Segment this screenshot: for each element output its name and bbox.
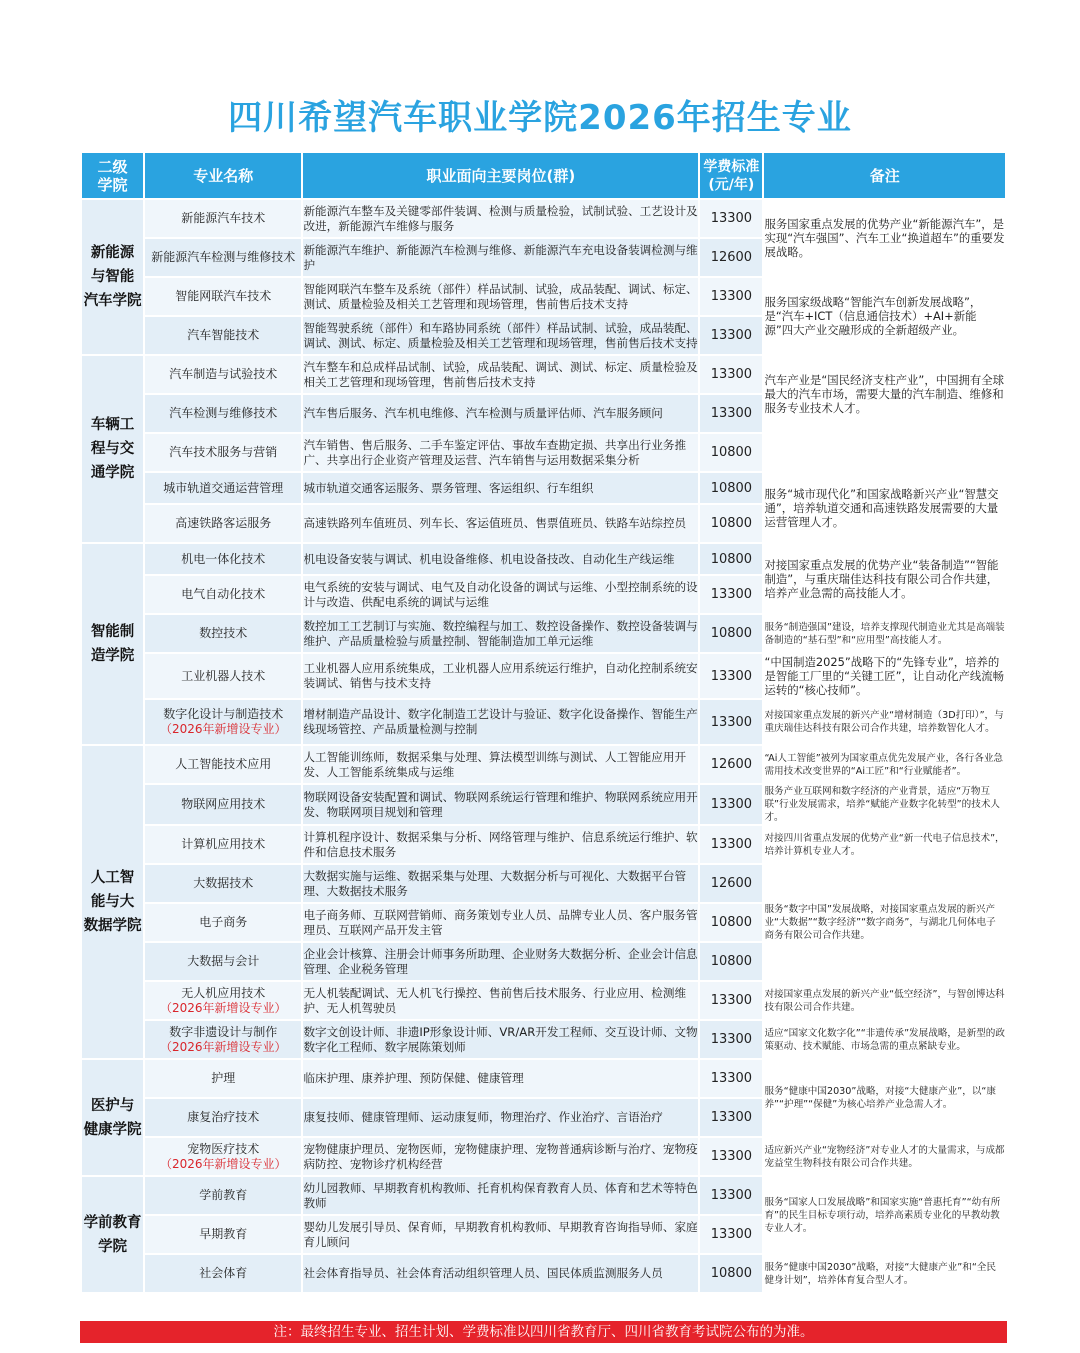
remark <box>764 434 1005 471</box>
remark: 适应“国家文化数字化”“非遗传承”发展战略，是新型的政策驱动、技术赋能、市场急需的重点紧缺专业。 <box>764 1021 1005 1058</box>
remark: 对接国家重点发展的新兴产业“低空经济”，与智创博达科技有限公司合作共建。 <box>764 982 1005 1019</box>
new-major-tag: （2026年新增设专业） <box>160 1039 287 1054</box>
tuition-fee: 13300 <box>700 654 762 698</box>
major-label: 无人机应用技术 <box>181 985 266 1000</box>
job-positions: 电气系统的安装与调试、电气及自动化设备的调试与运维、小型控制系统的设计与改造、供配电系统的调试与运维 <box>303 576 698 613</box>
tuition-fee: 12600 <box>700 239 762 276</box>
major-label: 大数据与会计 <box>187 954 260 968</box>
major-name <box>145 239 301 276</box>
job-positions: 新能源汽车整车及关键零部件装调、检测与质量检验，试制试验、工艺设计及改进，新能源汽车维修与服务 <box>303 200 698 237</box>
major-name <box>145 746 301 783</box>
job-positions: 无人机装配调试、无人机飞行操控、售前售后技术服务、行业应用、检测维护、无人机驾驶员 <box>303 982 698 1019</box>
job-positions: 大数据实施与运维、数据采集与处理、大数据分析与可视化、大数据平台管理、大数据技术服务 <box>303 865 698 902</box>
job-positions: 工业机器人应用系统集成，工业机器人应用系统运行维护，自动化控制系统安装调试、销售与技术支持 <box>303 654 698 698</box>
major-name <box>145 200 301 237</box>
job-positions: 康复技师、健康管理师、运动康复师，物理治疗、作业治疗、言语治疗 <box>303 1099 698 1136</box>
major-name <box>145 395 301 432</box>
remark: 服务产业互联网和数字经济的产业背景，适应“万物互联”行业发展需求，培养“赋能产业数字化转型”的技术人才。 <box>764 785 1005 824</box>
table-row <box>82 1177 1005 1214</box>
remark: 对接国家重点发展的新兴产业“增材制造（3D打印）”，与重庆瑞佳达科技有限公司合作共建，培养数智化人才。 <box>764 700 1005 744</box>
table-row <box>82 356 1005 393</box>
tuition-fee: 13300 <box>700 982 762 1019</box>
job-positions: 企业会计核算、注册会计师事务所助理、企业财务大数据分析、企业会计信息管理、企业税务管理 <box>303 943 698 980</box>
header-major: 专业名称 <box>145 153 301 198</box>
major-label: 学前教育 <box>199 1188 248 1202</box>
job-positions: 幼儿园教师、早期教育机构教师、托育机构保育教育人员、体育和艺术等特色教师 <box>303 1177 698 1214</box>
header-college: 二级 学院 <box>82 153 143 198</box>
job-positions: 新能源汽车维护、新能源汽车检测与维修、新能源汽车充电设备装调检测与维护 <box>303 239 698 276</box>
major-label: 新能源汽车技术 <box>181 211 266 225</box>
tuition-fee: 13300 <box>700 1060 762 1097</box>
tuition-fee: 13300 <box>700 700 762 744</box>
tuition-fee: 13300 <box>700 356 762 393</box>
remark: 服务“国家人口发展战略”和国家实施“普惠托育”“幼有所育”的民生目标专项行动，培养高素质专业化的早教幼教专业人才。 <box>764 1177 1005 1253</box>
major-label: 护理 <box>211 1071 236 1085</box>
major-name <box>145 826 301 863</box>
job-positions: 宠物健康护理员、宠物医师，宠物健康护理、宠物普通病诊断与治疗、宠物疫病防控、宠物诊疗机构经营 <box>303 1138 698 1175</box>
major-label: 高速铁路客运服务 <box>175 516 272 530</box>
job-positions: 数字文创设计师、非遗IP形象设计师、VR/AR开发工程师、交互设计师、文物数字化工程师、数字展陈策划师 <box>303 1021 698 1058</box>
major-name <box>145 1099 301 1136</box>
major-label: 新能源汽车检测与维修技术 <box>151 250 296 264</box>
table-row <box>82 1060 1005 1097</box>
job-positions: 电子商务师、互联网营销师、商务策划专业人员、品牌专业人员、客户服务管理员、互联网产品开发主管 <box>303 904 698 941</box>
remark: 对接国家重点发展的优势产业“装备制造”“智能制造”，与重庆瑞佳达科技有限公司合作共建，培养产业急需的高技能人才。 <box>764 544 1005 613</box>
table-row <box>82 615 1005 652</box>
major-label: 汽车检测与维修技术 <box>169 406 278 420</box>
major-label: 宠物医疗技术 <box>187 1141 260 1156</box>
job-positions: 计算机程序设计、数据采集与分析、网络管理与维护、信息系统运行维护、软件和信息技术服务 <box>303 826 698 863</box>
major-label: 智能网联汽车技术 <box>175 289 272 303</box>
major-label: 汽车技术服务与营销 <box>169 445 278 459</box>
tuition-fee: 10800 <box>700 473 762 503</box>
remark: 对接四川省重点发展的优势产业“新一代电子信息技术”，培养计算机专业人才。 <box>764 826 1005 863</box>
college-name: 人工智 能与大 数据学院 <box>82 746 143 1058</box>
table-row <box>82 200 1005 237</box>
major-label: 计算机应用技术 <box>181 837 266 851</box>
job-positions: 人工智能训练师，数据采集与处理、算法模型训练与测试、人工智能应用开发、人工智能系统集成与运维 <box>303 746 698 783</box>
header-fee: 学费标准 (元/年) <box>700 153 762 198</box>
college-name: 智能制 造学院 <box>82 544 143 744</box>
table-row <box>82 473 1005 503</box>
major-name <box>145 654 301 698</box>
table-header-row <box>82 153 1005 198</box>
major-label: 汽车制造与试验技术 <box>169 367 278 381</box>
footer-note: 注：最终招生专业、招生计划、学费标准以四川省教育厅、四川省教育考试院公布的为准。 <box>80 1321 1007 1343</box>
job-positions: 汽车销售、售后服务、二手车鉴定评估、事故车查勘定损、共享出行业务推广、共享出行企业资产管理及运营、汽车销售与运用数据采集分析 <box>303 434 698 471</box>
job-positions: 数控加工工艺制订与实施、数控编程与加工、数控设备操作、数控设备装调与维护、产品质量检验与质量控制、智能制造加工单元运维 <box>303 615 698 652</box>
new-major-tag: （2026年新增设专业） <box>160 1000 287 1015</box>
tuition-fee: 10800 <box>700 1255 762 1292</box>
remark: 服务国家级战略“智能汽车创新发展战略”，是“汽车+ICT（信息通信技术）+AI+新能源”四大产业交融形成的全新超级产业。 <box>764 278 1005 354</box>
remark: 服务“健康中国2030”战略，对接“大健康产业”，以“康养”“护理”“保健”为核心培养产业急需人才。 <box>764 1060 1005 1136</box>
tuition-fee: 13300 <box>700 785 762 824</box>
major-label: 城市轨道交通运营管理 <box>163 480 284 495</box>
job-positions: 社会体育指导员、社会体育活动组织管理人员、国民体质监测服务人员 <box>303 1255 698 1292</box>
page-title: 四川希望汽车职业学院2026年招生专业 <box>228 98 852 138</box>
job-positions: 婴幼儿发展引导员、保育师，早期教育机构教师、早期教育咨询指导师、家庭育儿顾问 <box>303 1216 698 1253</box>
major-label: 数控技术 <box>199 626 248 640</box>
tuition-fee: 10800 <box>700 434 762 471</box>
job-positions: 机电设备安装与调试、机电设备维修、机电设备技改、自动化生产线运维 <box>303 544 698 574</box>
major-name <box>145 1138 301 1175</box>
tuition-fee: 13300 <box>700 1021 762 1058</box>
table-row <box>82 1255 1005 1292</box>
tuition-fee: 13300 <box>700 395 762 432</box>
remark: 服务“健康中国2030”战略，对接“大健康产业”和“全民健身计划”，培养体育复合型人才。 <box>764 1255 1005 1292</box>
major-label: 汽车智能技术 <box>187 328 260 342</box>
table-row <box>82 826 1005 863</box>
major-name <box>145 982 301 1019</box>
job-positions: 物联网设备安装配置和调试、物联网系统运行管理和维护、物联网系统应用开发、物联网项目规划和管理 <box>303 785 698 824</box>
job-positions: 增材制造产品设计、数字化制造工艺设计与验证、数字化设备操作、智能生产线现场管控、产品质量检测与控制 <box>303 700 698 744</box>
major-name <box>145 505 301 542</box>
college-name: 车辆工 程与交 通学院 <box>82 356 143 542</box>
major-label: 电气自动化技术 <box>181 587 266 601</box>
major-label: 电子商务 <box>199 915 248 929</box>
tuition-fee: 10800 <box>700 505 762 542</box>
table-row <box>82 785 1005 824</box>
job-positions: 高速铁路列车值班员、列车长、客运值班员、售票值班员、铁路车站综控员 <box>303 505 698 542</box>
major-name <box>145 865 301 902</box>
table-row <box>82 865 1005 902</box>
major-name <box>145 278 301 315</box>
remark: “Ai人工智能”被列为国家重点优先发展产业，各行各业急需用技术改变世界的“Ai工匠”和“行业赋能者”。 <box>764 746 1005 783</box>
major-name <box>145 1216 301 1253</box>
tuition-fee: 13300 <box>700 200 762 237</box>
job-positions: 智能网联汽车整车及系统（部件）样品试制、试验，成品装配、调试、标定、测试、质量检验及相关工艺管理和现场管理，售前售后技术支持 <box>303 278 698 315</box>
tuition-fee: 10800 <box>700 544 762 574</box>
job-positions: 汽车整车和总成样品试制、试验，成品装配、调试、测试、标定、质量检验及相关工艺管理和现场管理，售前售后技术支持 <box>303 356 698 393</box>
major-name <box>145 904 301 941</box>
header-jobs: 职业面向主要岗位(群) <box>303 153 698 198</box>
table-row <box>82 1021 1005 1058</box>
job-positions: 智能驾驶系统（部件）和车路协同系统（部件）样品试制、试验，成品装配、调试、测试、标定、质量检验及相关工艺管理和现场管理，售前售后技术支持 <box>303 317 698 354</box>
table-row <box>82 434 1005 471</box>
major-name <box>145 473 301 503</box>
major-name <box>145 544 301 574</box>
major-name <box>145 434 301 471</box>
table-row <box>82 700 1005 744</box>
remark: 服务“城市现代化”和国家战略新兴产业“智慧交通”，培养轨道交通和高速铁路发展需要的大量运营管理人才。 <box>764 473 1005 542</box>
table-row <box>82 1138 1005 1175</box>
tuition-fee: 13300 <box>700 278 762 315</box>
major-name <box>145 317 301 354</box>
table-row <box>82 654 1005 698</box>
tuition-fee: 13300 <box>700 317 762 354</box>
table-row <box>82 982 1005 1019</box>
major-name <box>145 576 301 613</box>
major-label: 社会体育 <box>199 1266 248 1280</box>
major-label: 工业机器人技术 <box>181 668 266 683</box>
major-name <box>145 1255 301 1292</box>
college-name: 医护与 健康学院 <box>82 1060 143 1175</box>
header-note: 备注 <box>764 153 1005 198</box>
tuition-fee: 10800 <box>700 615 762 652</box>
major-name <box>145 785 301 824</box>
remark: 汽车产业是“国民经济支柱产业”，中国拥有全球最大的汽车市场，需要大量的汽车制造、维修和服务专业技术人才。 <box>764 356 1005 432</box>
remark: 服务“数字中国”发展战略，对接国家重点发展的新兴产业“大数据”“数字经济”“数字商务”，与湖北几何体电子商务有限公司合作共建。 <box>764 865 1005 980</box>
tuition-fee: 10800 <box>700 904 762 941</box>
job-positions: 汽车售后服务、汽车机电维修、汽车检测与质量评估师、汽车服务顾问 <box>303 395 698 432</box>
job-positions: 城市轨道交通客运服务、票务管理、客运组织、行车组织 <box>303 473 698 503</box>
college-name: 学前教育 学院 <box>82 1177 143 1292</box>
major-name <box>145 356 301 393</box>
major-label: 康复治疗技术 <box>187 1110 260 1124</box>
job-positions: 临床护理、康养护理、预防保健、健康管理 <box>303 1060 698 1097</box>
new-major-tag: （2026年新增设专业） <box>160 1156 287 1171</box>
table-body <box>82 200 1005 1292</box>
major-label: 数字化设计与制造技术 <box>163 707 284 721</box>
tuition-fee: 10800 <box>700 943 762 980</box>
major-name <box>145 700 301 744</box>
majors-table <box>80 151 1007 1294</box>
major-label: 物联网应用技术 <box>181 797 266 811</box>
major-label: 人工智能技术应用 <box>175 757 272 771</box>
major-label: 早期教育 <box>199 1227 248 1241</box>
remark: “中国制造2025”战略下的“先锋专业”，培养的是智能工厂里的“关键工匠”，让自动化产线流畅运转的“核心技师”。 <box>764 655 1005 697</box>
tuition-fee: 13300 <box>700 826 762 863</box>
major-label: 大数据技术 <box>193 876 254 890</box>
major-label: 数字非遗设计与制作 <box>169 1024 278 1039</box>
table-row <box>82 746 1005 783</box>
tuition-fee: 13300 <box>700 1177 762 1214</box>
tuition-fee: 13300 <box>700 1216 762 1253</box>
tuition-fee: 12600 <box>700 746 762 783</box>
major-label: 机电一体化技术 <box>181 551 266 566</box>
table-row <box>82 278 1005 315</box>
college-name: 新能源 与智能 汽车学院 <box>82 200 143 354</box>
table-row <box>82 544 1005 574</box>
major-name <box>145 615 301 652</box>
major-name <box>145 943 301 980</box>
tuition-fee: 13300 <box>700 1138 762 1175</box>
major-name <box>145 1060 301 1097</box>
remark: 适应新兴产业“宠物经济”对专业人才的大量需求，与成都宠益堂生物科技有限公司合作共建。 <box>764 1138 1005 1175</box>
new-major-tag: （2026年新增设专业） <box>160 722 287 736</box>
remark: 服务“制造强国”建设，培养支撑现代制造业尤其是高端装备制造的“基石型”和“应用型”高技能人才。 <box>764 615 1005 652</box>
tuition-fee: 12600 <box>700 865 762 902</box>
tuition-fee: 13300 <box>700 1099 762 1136</box>
tuition-fee: 13300 <box>700 576 762 613</box>
major-name <box>145 1021 301 1058</box>
remark: 服务国家重点发展的优势产业“新能源汽车”，是实现“汽车强国”、汽车工业“换道超车”的重要发展战略。 <box>764 200 1005 276</box>
major-name <box>145 1177 301 1214</box>
